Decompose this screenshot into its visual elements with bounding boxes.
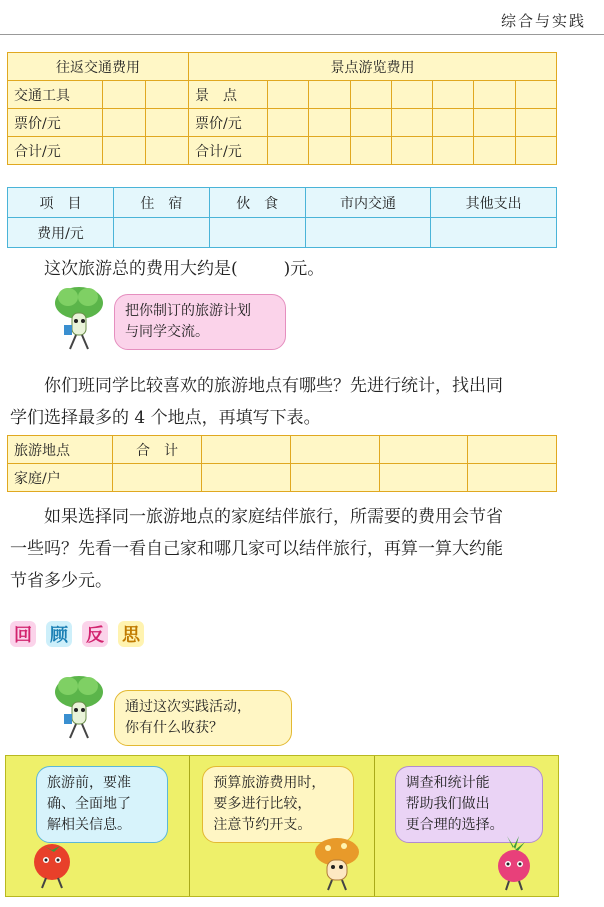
row-label: 家庭/户 [8, 464, 113, 492]
paragraph-group-travel: 如果选择同一旅游地点的家庭结伴旅行，所需要的费用会节省 一些吗？先看一看自己家和哪几家可以结伴旅行，再算一算大约能 节省多少元。 [10, 507, 503, 591]
cabbage-mascot-icon [48, 283, 110, 353]
sightseeing-cost-header: 景点游览费用 [189, 53, 557, 81]
row-label: 旅游地点 [8, 436, 113, 464]
expense-header: 住 宿 [113, 188, 209, 218]
total-column-label: 合 计 [113, 436, 202, 464]
panel [6, 756, 190, 896]
speech-bubble-question: 通过这次实践活动， 你有什么收获？ [114, 690, 292, 746]
speech-bubble-share-plan: 把你制订的旅游计划 与同学交流。 [114, 294, 286, 350]
radish-character-icon [489, 832, 539, 892]
row-label: 交通工具 [8, 81, 103, 109]
paragraph-survey: 你们班同学比较喜欢的旅游地点有哪些？先进行统计，找出同 学们选择最多的 4 个地点，再填写下表。 [10, 376, 503, 428]
expense-header: 项 目 [8, 188, 114, 218]
section-header: 综合与实践 [500, 12, 586, 30]
expense-header: 伙 食 [209, 188, 305, 218]
panel [190, 756, 374, 896]
reflection-panels [5, 755, 559, 897]
row-label: 景 点 [189, 81, 268, 109]
row-label: 合计/元 [189, 137, 268, 165]
panel-bubble: 旅游前，要准 确、全面地了 解相关信息。 [36, 766, 168, 843]
expense-header: 其他支出 [431, 188, 557, 218]
round-trip-cost-header: 往返交通费用 [8, 53, 189, 81]
panel-bubble: 调查和统计能 帮助我们做出 更合理的选择。 [395, 766, 543, 843]
header-divider [0, 34, 604, 35]
mushroom-character-icon [312, 834, 362, 892]
expense-table [7, 187, 557, 248]
row-label: 票价/元 [189, 109, 268, 137]
reflection-title: 回 顾 反 思 [10, 621, 144, 647]
destination-table [7, 435, 557, 492]
transport-cost-table [7, 52, 557, 165]
panel [375, 756, 558, 896]
tomato-character-icon [28, 838, 78, 890]
row-label: 票价/元 [8, 109, 103, 137]
panel-bubble: 预算旅游费用时， 要多进行比较， 注意节约开支。 [202, 766, 354, 843]
row-label: 合计/元 [8, 137, 103, 165]
cabbage-mascot-icon [48, 672, 110, 742]
expense-header: 市内交通 [305, 188, 431, 218]
total-cost-sentence: 这次旅游总的费用大约是( )元。 [44, 259, 325, 279]
expense-row-label: 费用/元 [8, 218, 114, 248]
